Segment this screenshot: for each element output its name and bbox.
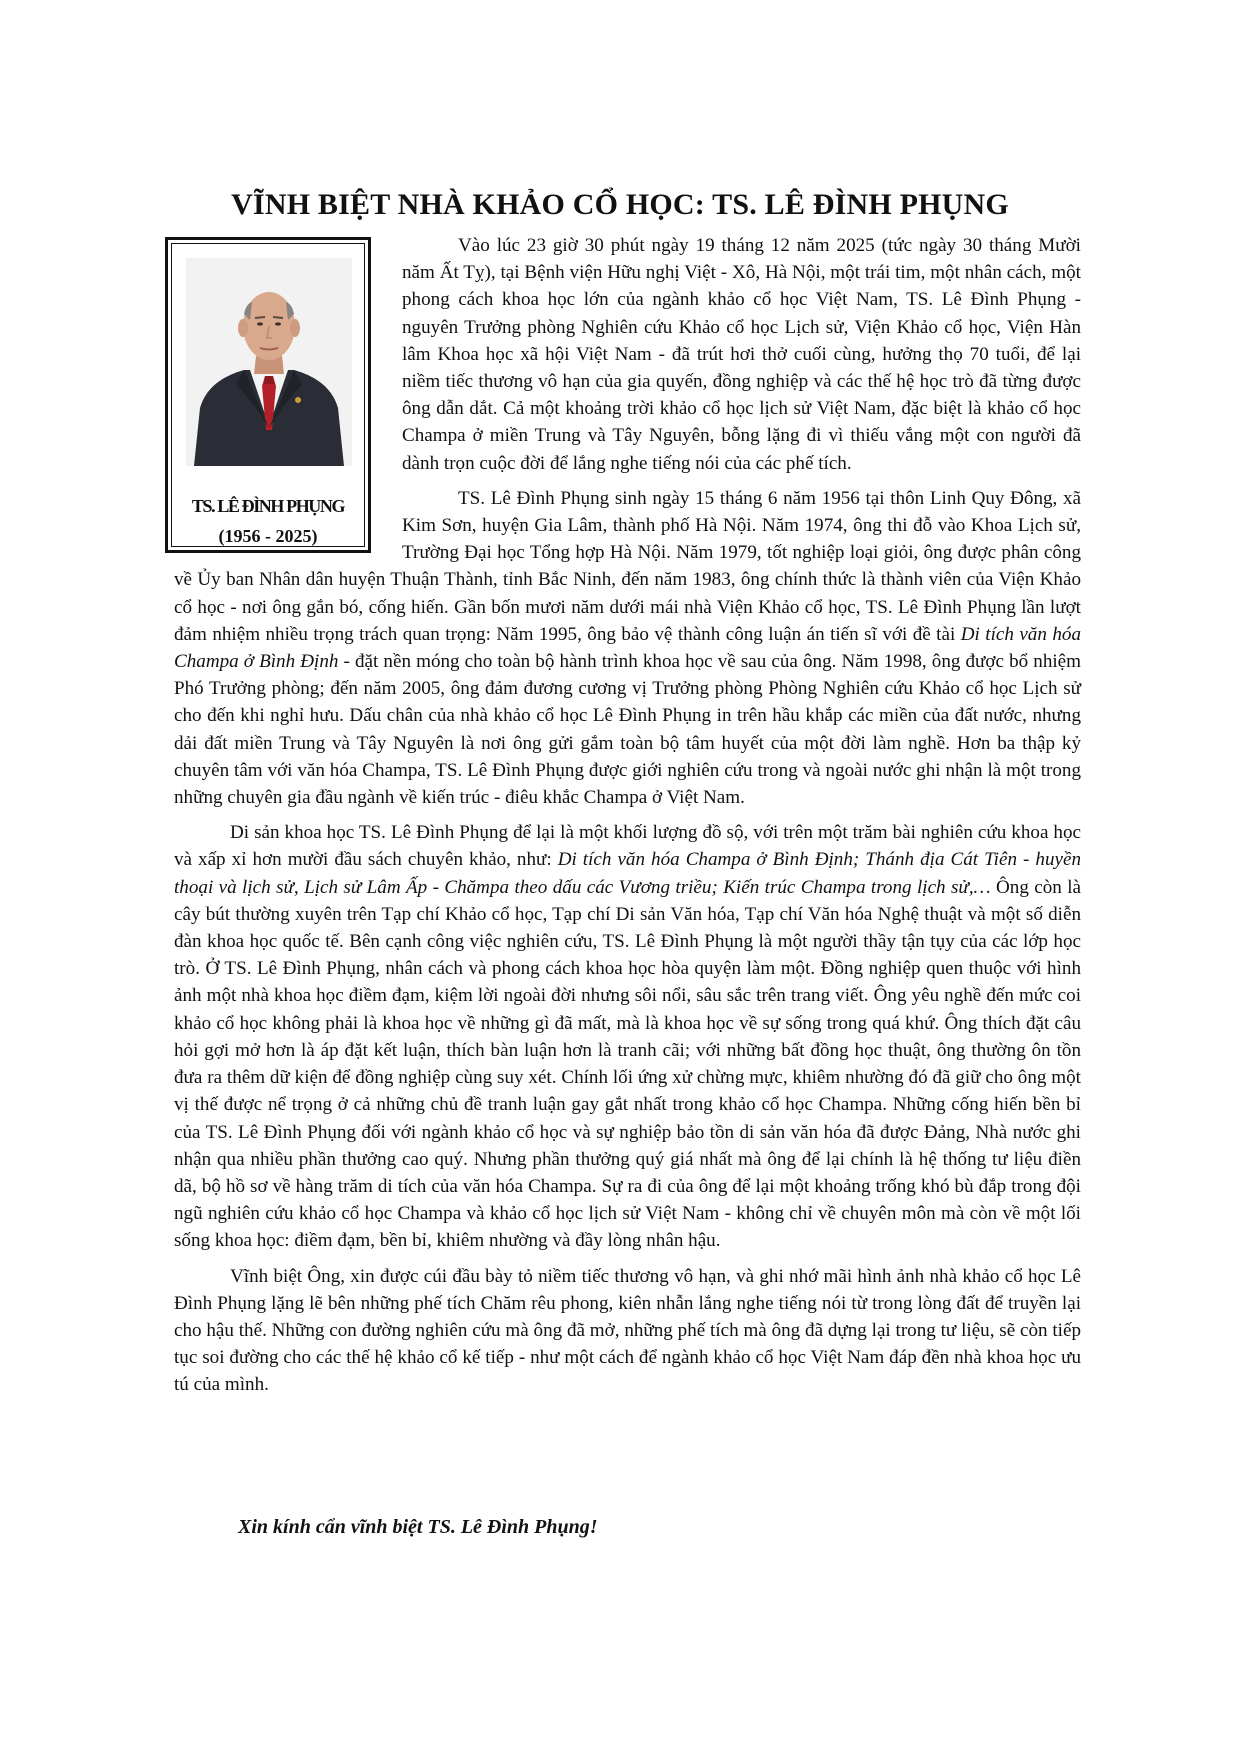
page-title: VĨNH BIỆT NHÀ KHẢO CỔ HỌC: TS. LÊ ĐÌNH PHỤNG — [231, 188, 1009, 221]
paragraph-4-text: Vĩnh biệt Ông, xin được cúi đầu bày tỏ niềm tiếc thương vô hạn, và ghi nhớ mãi hình ảnh nhà khảo cổ học Lê Đình Phụng lặng lẽ bên những phế tích Chăm rêu phong, kiên nhẫn lắng nghe tiếng nói từ trong lòng đất để truyền lại cho hậu thế. Những con đường nghiên cứu mà ông đã mở, những phế tích mà ông đã dựng lại trong tư liệu, sẽ còn tiếp tục soi đường cho các thế hệ khảo cổ kế tiếp - như một cách để ngành khảo cổ học Việt Nam đáp đền nhà khoa học ưu tú của mình. — [174, 1265, 1081, 1396]
portrait-spacer — [174, 232, 388, 562]
paragraph-3-text-b: Ông còn là cây bút thường xuyên trên Tạp chí Khảo cổ học, Tạp chí Di sản Văn hóa, Tạp chí Văn hóa Nghệ thuật và một số diễn đàn khoa học quốc tế. Bên cạnh công việc nghiên cứu, TS. Lê Đình Phụng là một người thầy tận tụy của các lớp học trò. Ở TS. Lê Đình Phụng, nhân cách và phong cách khoa học hòa quyện làm một. Đồng nghiệp quen thuộc với hình ảnh một nhà khoa học điềm đạm, kiệm lời ngoài đời nhưng sôi nổi, sâu sắc trên trang viết. Ông yêu nghề đến mức coi khảo cổ học không phải là khoa học về những gì đã mất, mà là khoa học về sự sống trong quá khứ. Ông thích đặt câu hỏi gợi mở hơn là áp đặt kết luận, thích bàn luận hơn là tranh cãi; với những bất đồng học thuật, ông thường ôn tồn đưa ra thêm dữ kiện để đồng nghiệp cùng suy xét. Chính lối ứng xử chừng mực, khiêm nhường đó đã giữ cho ông một vị thế được nể trọng ở cả những chủ đề tranh luận gay gắt nhất trong khảo cổ học Champa. Những cống hiến bền bỉ của TS. Lê Đình Phụng đối với ngành khảo cổ học và sự nghiệp bảo tồn di sản văn hóa đã được Đảng, Nhà nước ghi nhận qua nhiều phần thưởng cao quý. Nhưng phần thưởng quý giá nhất mà ông để lại chính là hệ thống tư liệu điền dã, bộ hồ sơ về hàng trăm di tích của văn hóa Champa. Sự ra đi của ông để lại một khoảng trống khó bù đắp trong đội ngũ nghiên cứu khảo cổ học Champa và khảo cổ học lịch sử Việt Nam - không chỉ về chuyên môn mà còn về một lối sống khoa học: điềm đạm, bền bỉ, khiêm nhường và đầy lòng nhân hậu. — [174, 876, 1081, 1252]
thesis-title: Di tích văn hóa Champa ở Bình Định — [174, 623, 1081, 673]
article-body — [174, 232, 1081, 1399]
paragraph-2-text-a: TS. Lê Đình Phụng sinh ngày 15 tháng 6 năm 1956 tại thôn Linh Quy Đông, xã Kim Sơn, huyện Gia Lâm, thành phố Hà Nội. Năm 1974, ông thi đỗ vào Khoa Lịch sử, Trường Đại học Tổng hợp Hà Nội. Năm 1979, tốt nghiệp loại giỏi, ông được phân công về Ủy ban Nhân dân huyện Thuận Thành, tỉnh Bắc Ninh, đến năm 1983, ông chính thức là thành viên của Viện Khảo cổ học - nơi ông gắn bó, cống hiến. Gần bốn mươi năm dưới mái nhà Viện Khảo cổ học, TS. Lê Đình Phụng lần lượt đảm nhiệm nhiều trọng trách quan trọng: Năm 1995, ông bảo vệ thành công luận án tiến sĩ với đề tài — [174, 487, 1081, 645]
caption-years: (1956 - 2025) — [218, 526, 318, 546]
paragraph-1-text: Vào lúc 23 giờ 30 phút ngày 19 tháng 12 năm 2025 (tức ngày 30 tháng Mười năm Ất Tỵ), tại Bệnh viện Hữu nghị Việt - Xô, Hà Nội, một trái tim, một nhân cách, một phong cách khoa học lớn của ngành khảo cổ học Việt Nam, TS. Lê Đình Phụng - nguyên Trưởng phòng Nghiên cứu Khảo cổ học Lịch sử, Viện Khảo cổ học, Viện Hàn lâm Khoa học xã hội Việt Nam - đã trút hơi thở cuối cùng, hưởng thọ 70 tuổi, để lại niềm tiếc thương vô hạn của gia quyến, đồng nghiệp và các thế hệ học trò đã từng được ông dẫn dắt. Cả một khoảng trời khảo cổ học lịch sử Việt Nam, đặc biệt là khảo cổ học Champa ở miền Trung và Tây Nguyên, bỗng lặng đi vì thiếu vắng một con người đã dành trọn cuộc đời để lắng nghe tiếng nói của các phế tích. — [402, 235, 1081, 474]
paragraph-3-text-a: Di sản khoa học TS. Lê Đình Phụng để lại là một khối lượng đồ sộ, với trên một trăm bài nghiên cứu khoa học và xấp xỉ hơn mười đầu sách chuyên khảo, như: — [174, 822, 1081, 871]
paragraph-3 — [174, 819, 1081, 1254]
caption-name: TS. LÊ ĐÌNH PHỤNG — [191, 496, 345, 516]
closing-line: Xin kính cẩn vĩnh biệt TS. Lê Đình Phụng! — [238, 1516, 598, 1538]
paragraph-4 — [174, 1263, 1081, 1399]
paragraph-2-text-b: - đặt nền móng cho toàn bộ hành trình khoa học về sau của ông. Năm 1998, ông được bổ nhiệm Phó Trưởng phòng; đến năm 2005, ông đảm đương cương vị Trưởng phòng Phòng Nghiên cứu Khảo cổ học Lịch sử cho đến khi nghỉ hưu. Dấu chân của nhà khảo cổ học Lê Đình Phụng in trên hầu khắp các miền của đất nước, nhưng dải đất miền Trung và Tây Nguyên là nơi ông gửi gắm toàn bộ tâm huyết của một đời làm nghề. Hơn ba thập kỷ chuyên tâm với văn hóa Champa, TS. Lê Đình Phụng được giới nghiên cứu trong và ngoài nước ghi nhận là một trong những chuyên gia đầu ngành về kiến trúc - điêu khắc Champa ở Việt Nam. — [174, 651, 1081, 809]
book-titles: Di tích văn hóa Champa ở Bình Định; Thánh địa Cát Tiên - huyền thoại và lịch sử, Lịch sử Lâm Ấp - Chămpa theo dấu các Vương triều; Kiến trúc Champa trong lịch sử,… — [174, 849, 1081, 898]
